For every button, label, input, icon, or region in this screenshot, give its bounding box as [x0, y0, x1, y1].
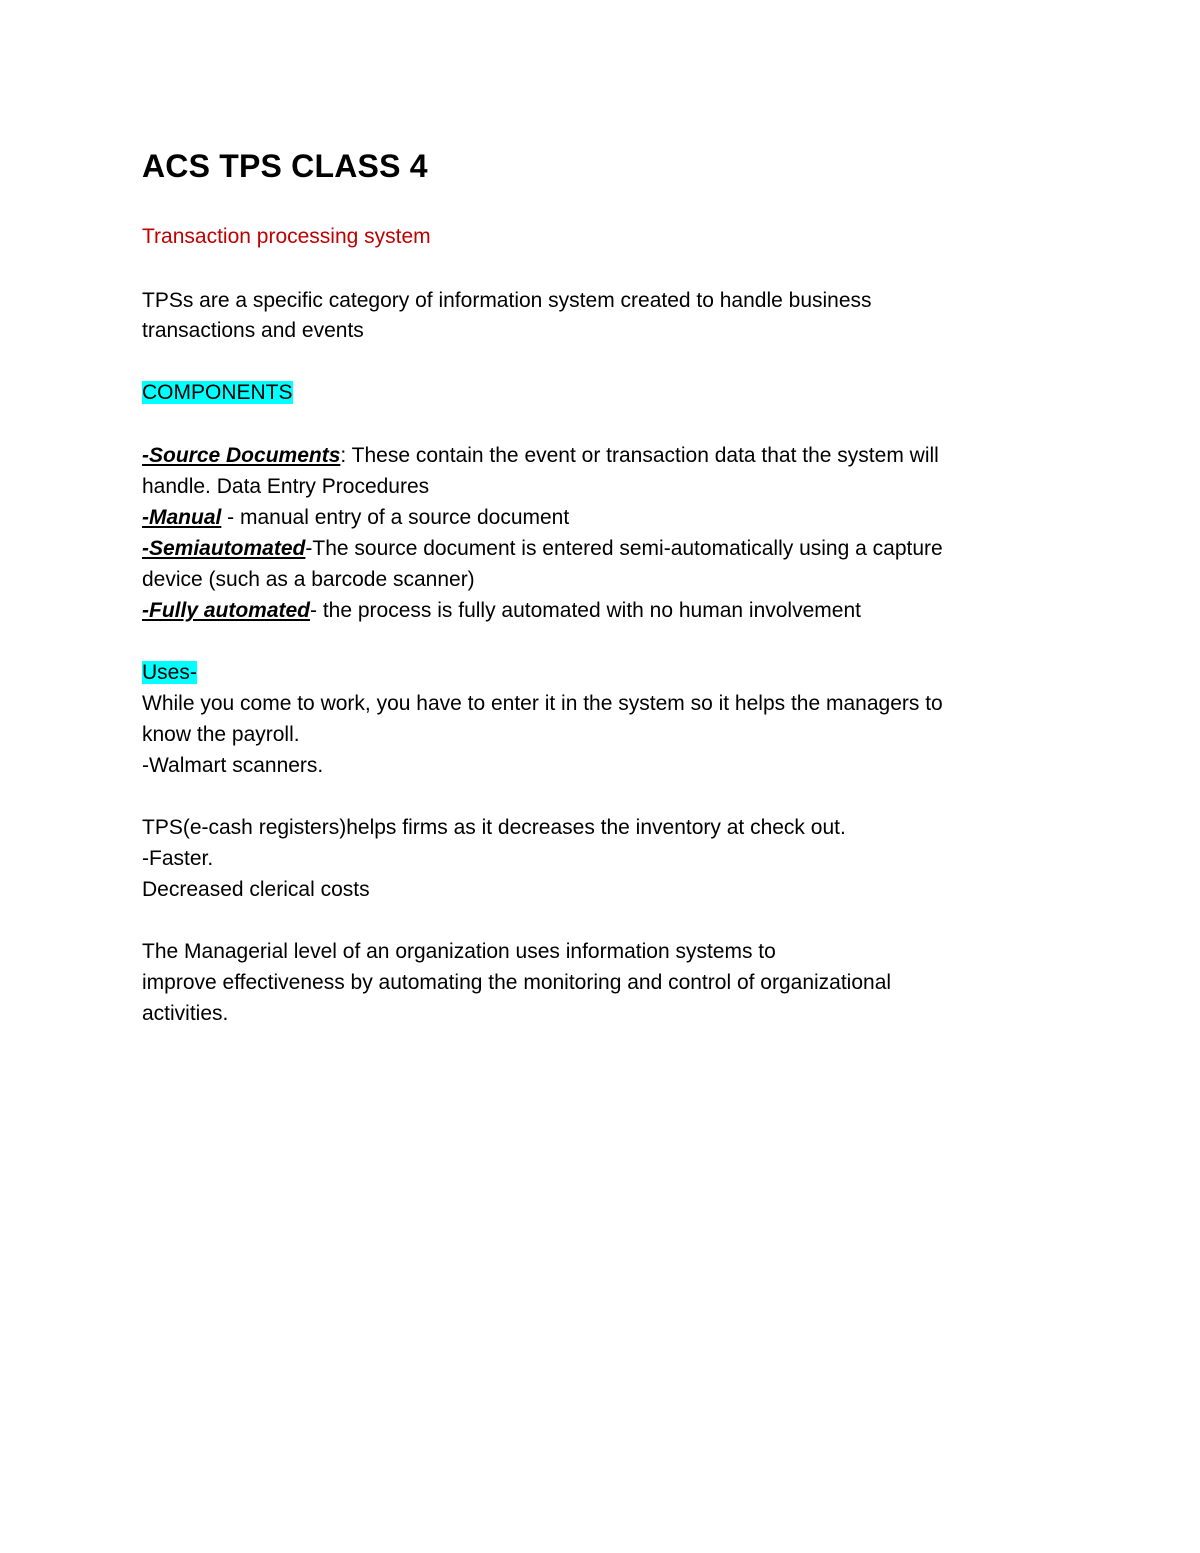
source-documents-term: -Source Documents	[142, 444, 341, 467]
managerial-line-3: activities.	[142, 1002, 229, 1025]
intro-line-1: TPSs are a specific category of information system created to handle business	[142, 289, 872, 312]
source-documents-continuation: handle. Data Entry Procedures	[142, 475, 430, 498]
semiautomated-continuation: device (such as a barcode scanner)	[142, 568, 475, 591]
managerial-line-2: improve effectiveness by automating the monitoring and control of organizational	[142, 971, 892, 994]
document-title: ACS TPS CLASS 4	[142, 148, 428, 184]
benefits-line-3: Decreased clerical costs	[142, 878, 370, 901]
managerial-line-1: The Managerial level of an organization uses information systems to	[142, 940, 776, 963]
fully-automated-row	[142, 595, 861, 626]
uses-line-1: While you come to work, you have to enter it in the system so it helps the managers to	[142, 692, 943, 715]
source-documents-row	[142, 440, 939, 471]
benefits-line-1: TPS(e-cash registers)helps firms as it decreases the inventory at check out.	[142, 816, 846, 839]
intro-line-2: transactions and events	[142, 319, 364, 342]
source-documents-text: : These contain the event or transaction data that the system will	[340, 444, 939, 467]
document-subtitle: Transaction processing system	[142, 225, 431, 248]
components-heading-row	[142, 377, 293, 408]
uses-heading: Uses-	[142, 661, 197, 684]
fully-automated-term: -Fully automated	[142, 599, 311, 622]
manual-term: -Manual	[142, 506, 222, 529]
semiautomated-row	[142, 533, 943, 564]
uses-line-3: -Walmart scanners.	[142, 754, 324, 777]
fully-automated-text: - the process is fully automated with no human involvement	[310, 599, 861, 622]
uses-heading-row	[142, 657, 197, 688]
uses-line-2: know the payroll.	[142, 723, 300, 746]
benefits-line-2: -Faster.	[142, 847, 214, 870]
components-heading: COMPONENTS	[142, 381, 293, 404]
semiautomated-term: -Semiautomated	[142, 537, 306, 560]
semiautomated-text: -The source document is entered semi-automatically using a capture	[305, 537, 943, 560]
manual-text: - manual entry of a source document	[221, 506, 570, 529]
manual-row	[142, 502, 569, 533]
